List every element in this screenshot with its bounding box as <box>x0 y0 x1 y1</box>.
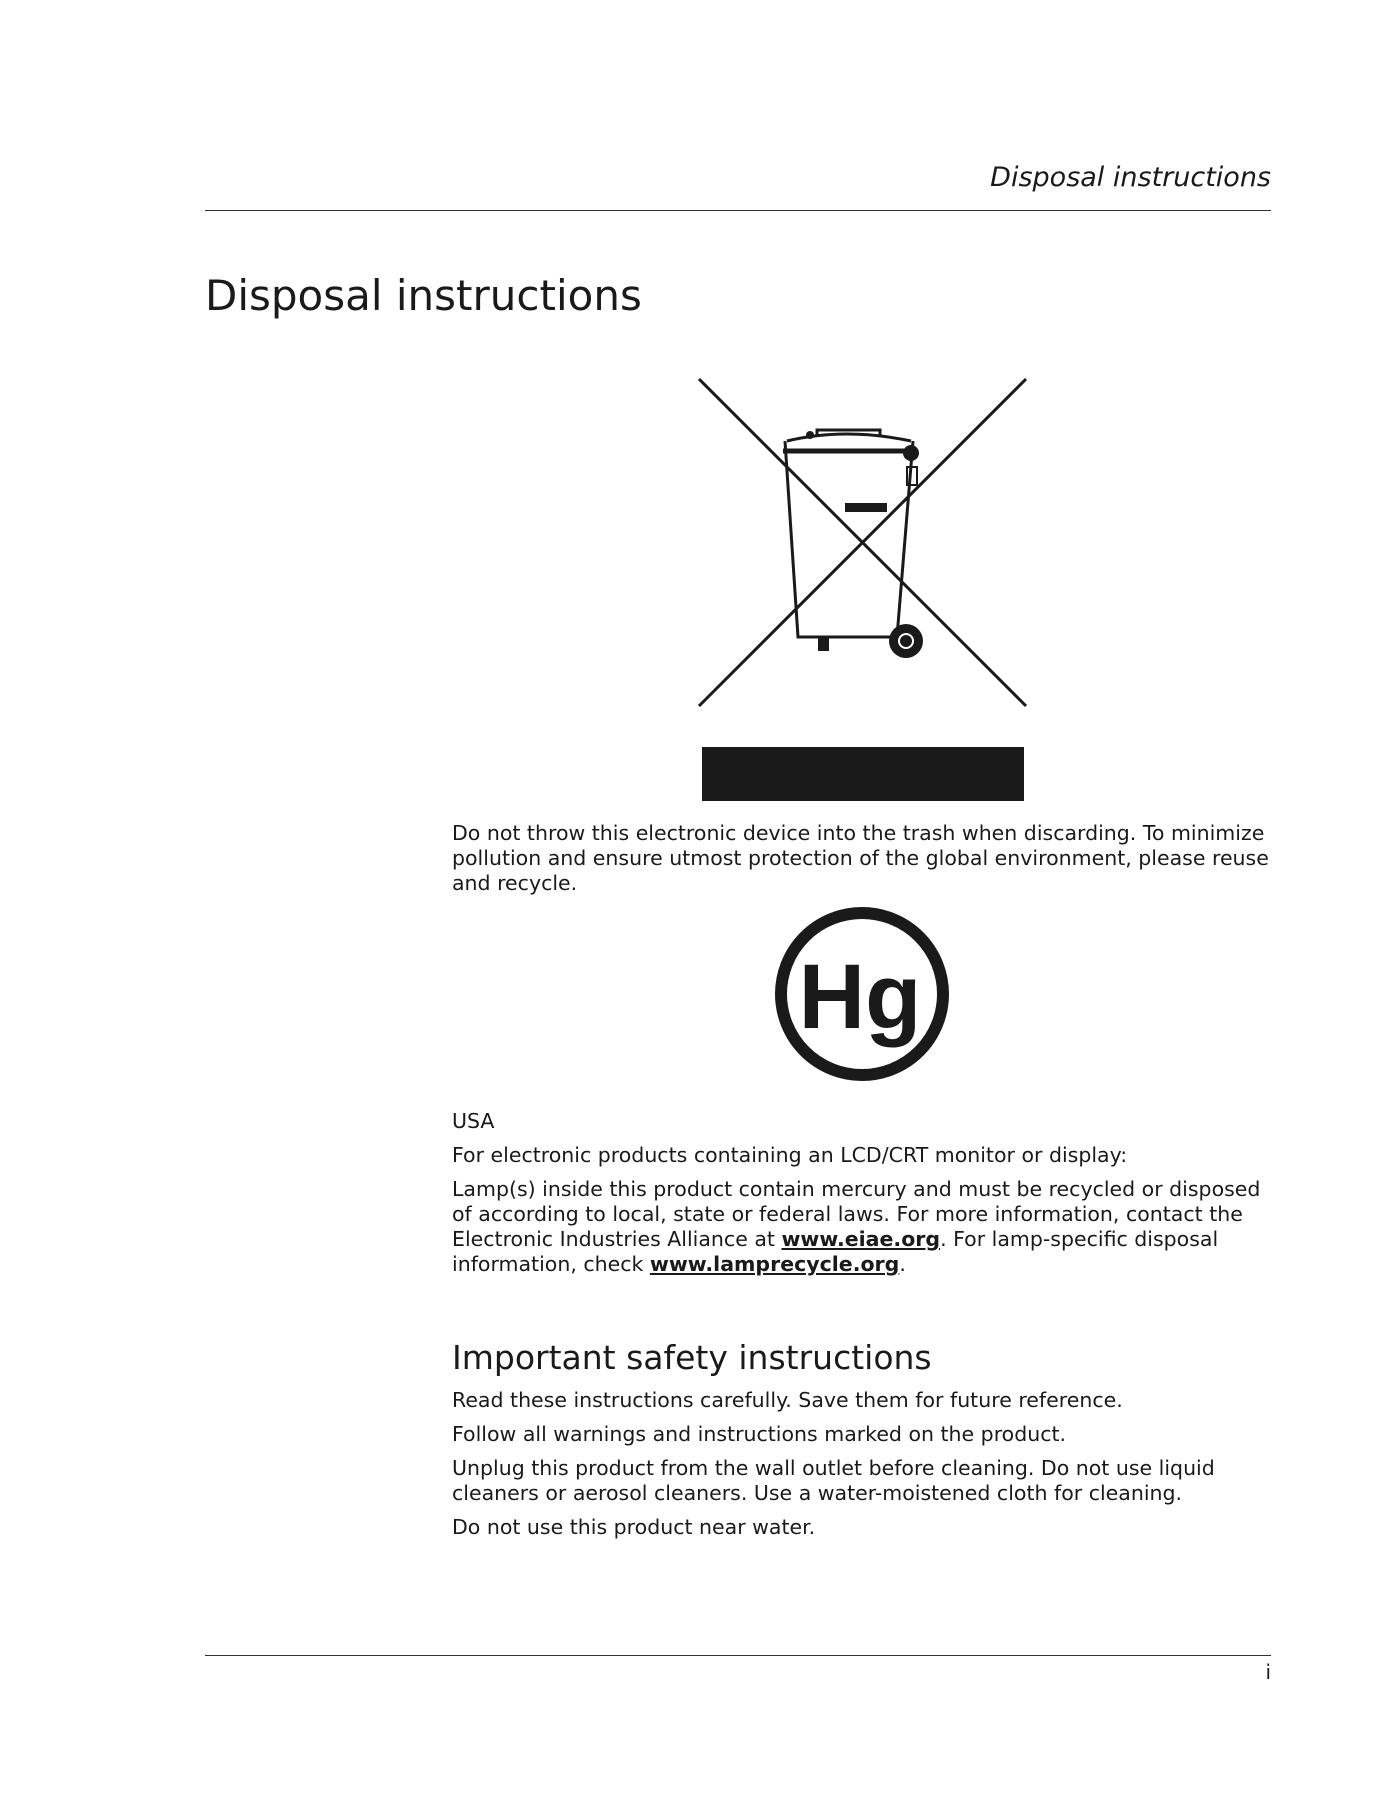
header-rule <box>205 210 1271 211</box>
disposal-warning-text: Do not throw this electronic device into the trash when discarding. To minimize pollution and ensure utmost protection of the global environment, please reuse and recycle. <box>452 821 1269 895</box>
sentence-end: . <box>899 1252 906 1276</box>
page-number: i <box>1265 1660 1271 1684</box>
page-title: Disposal instructions <box>205 271 642 320</box>
crossed-out-wheelie-bin-icon <box>695 375 1030 710</box>
lamprecycle-link[interactable]: www.lamprecycle.org <box>649 1252 900 1276</box>
mercury-lamp-text: Lamp(s) inside this product contain mercury and must be recycled or disposed of according to local, state or federal laws. For more information, contact the Electronic Industries Alliance at <box>452 1177 1261 1251</box>
running-header: Disposal instructions <box>990 162 1271 193</box>
safety-item: Read these instructions carefully. Save them for future reference. <box>452 1388 1123 1412</box>
lcd-statement: For electronic products containing an LCD/CRT monitor or display: <box>452 1143 1128 1167</box>
safety-heading: Important safety instructions <box>452 1338 932 1377</box>
safety-item: Unplug this product from the wall outlet before cleaning. Do not use liquid cleaners or aerosol cleaners. Use a water-moistened cloth for cleaning. <box>452 1456 1215 1505</box>
footer-rule <box>205 1655 1271 1656</box>
safety-item: Do not use this product near water. <box>452 1515 816 1539</box>
eiae-link[interactable]: www.eiae.org <box>781 1227 941 1251</box>
hg-symbol-text: Hg <box>798 946 922 1048</box>
region-label: USA <box>452 1109 495 1133</box>
mercury-lamp-statement <box>452 1177 1282 1277</box>
lamp-specific-text: . For lamp-specific disposal information, check <box>452 1227 1219 1276</box>
mercury-hg-icon <box>772 904 952 1084</box>
safety-item: Follow all warnings and instructions marked on the product. <box>452 1422 1067 1446</box>
black-bar <box>702 747 1024 801</box>
